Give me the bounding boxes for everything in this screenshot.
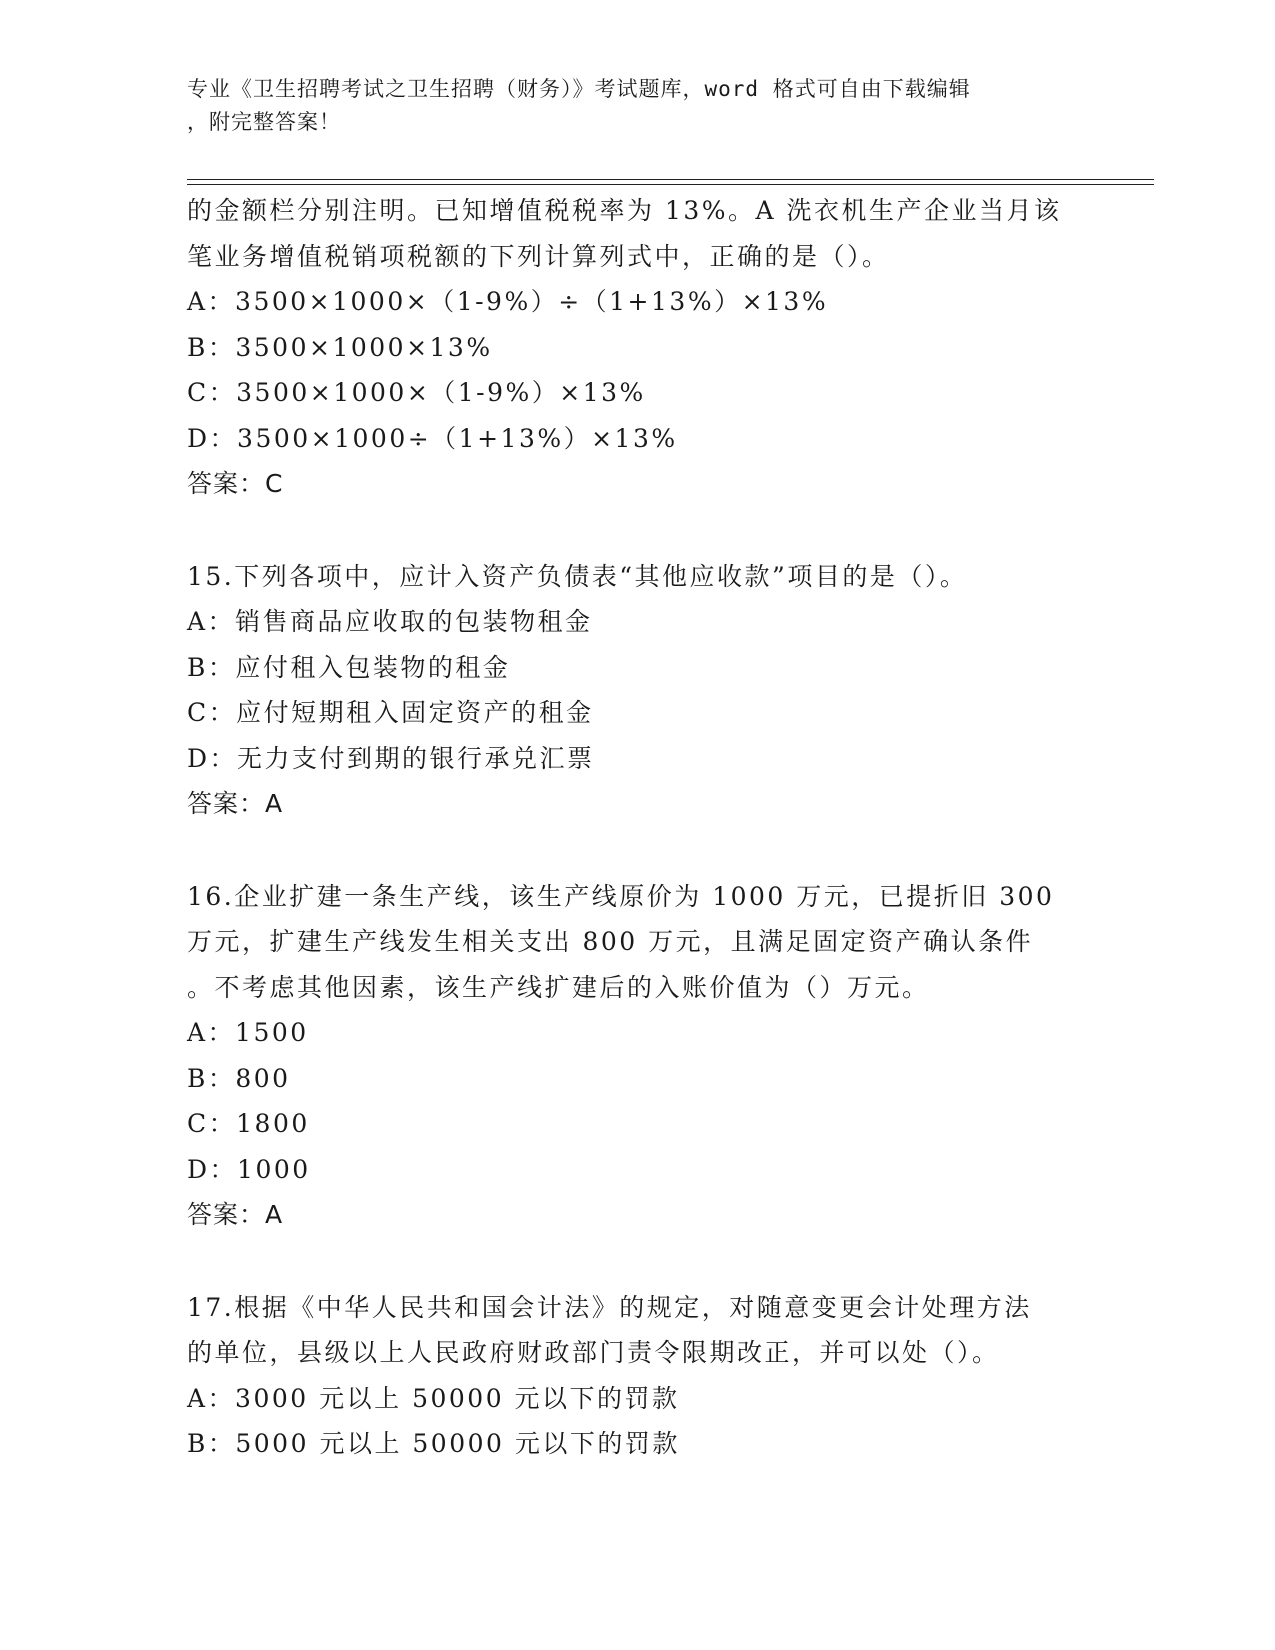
question-text-line: 万元，扩建生产线发生相关支出 800 万元，且满足固定资产确认条件	[187, 927, 1034, 956]
question-text-line: 。不考虑其他因素，该生产线扩建后的入账价值为（）万元。	[187, 972, 930, 1002]
option-a: A：3000 元以上 50000 元以下的罚款	[187, 1383, 680, 1413]
question-17	[187, 1285, 1087, 1467]
question-text-line: 笔业务增值税销项税额的下列计算列式中，正确的是（）。	[187, 241, 890, 271]
answer-value: A	[265, 1200, 284, 1229]
option-b: B：3500×1000×13%	[187, 332, 493, 362]
option-d: D：1000	[187, 1154, 311, 1184]
option-c: C：3500×1000×（1-9%）×13%	[187, 378, 646, 407]
answer-label: 答案：	[187, 1200, 266, 1229]
question-text-line: 16.企业扩建一条生产线，该生产线原价为 1000 万元，已提折旧 300	[187, 881, 1055, 911]
option-c: C：应付短期租入固定资产的租金	[187, 698, 594, 727]
option-b: B：应付租入包装物的租金	[187, 652, 511, 682]
question-text-line: 的金额栏分别注明。已知增值税税率为 13%。A 洗衣机生产企业当月该	[187, 196, 1062, 225]
answer-value: C	[265, 469, 284, 498]
question-list	[187, 188, 1087, 1467]
question-text-line: 17.根据《中华人民共和国会计法》的规定，对随意变更会计处理方法	[187, 1292, 1032, 1322]
question-15	[187, 554, 1087, 827]
option-b: B：800	[187, 1063, 291, 1093]
option-b: B：5000 元以上 50000 元以下的罚款	[187, 1429, 680, 1458]
question-text-line: 的单位，县级以上人民政府财政部门责令限期改正，并可以处（）。	[187, 1338, 1000, 1367]
option-a: A：销售商品应收取的包装物租金	[187, 607, 593, 636]
option-c: C：1800	[187, 1109, 310, 1138]
header-title-line-1: 专业《卫生招聘考试之卫生招聘（财务）》考试题库，word 格式可自由下载编辑	[187, 77, 971, 101]
question-text-line: 15.下列各项中，应计入资产负债表“其他应收款”项目的是（）。	[187, 561, 968, 591]
header-rule-top	[187, 179, 1154, 180]
answer-line	[187, 1192, 1087, 1238]
header-title-line-2: ，附完整答案！	[187, 110, 341, 134]
answer-line	[187, 781, 1087, 827]
page-header	[187, 73, 1067, 139]
question-14	[187, 188, 1087, 507]
answer-line	[187, 461, 1087, 507]
answer-value: A	[265, 789, 284, 818]
question-16	[187, 874, 1087, 1238]
answer-label: 答案：	[187, 789, 266, 818]
answer-label: 答案：	[187, 469, 266, 498]
option-d: D：无力支付到期的银行承兑汇票	[187, 743, 595, 773]
option-d: D：3500×1000÷（1+13%）×13%	[187, 423, 678, 453]
option-a: A：3500×1000×（1-9%）÷（1+13%）×13%	[187, 287, 829, 316]
option-a: A：1500	[187, 1018, 309, 1047]
header-rule-bottom	[187, 184, 1154, 185]
